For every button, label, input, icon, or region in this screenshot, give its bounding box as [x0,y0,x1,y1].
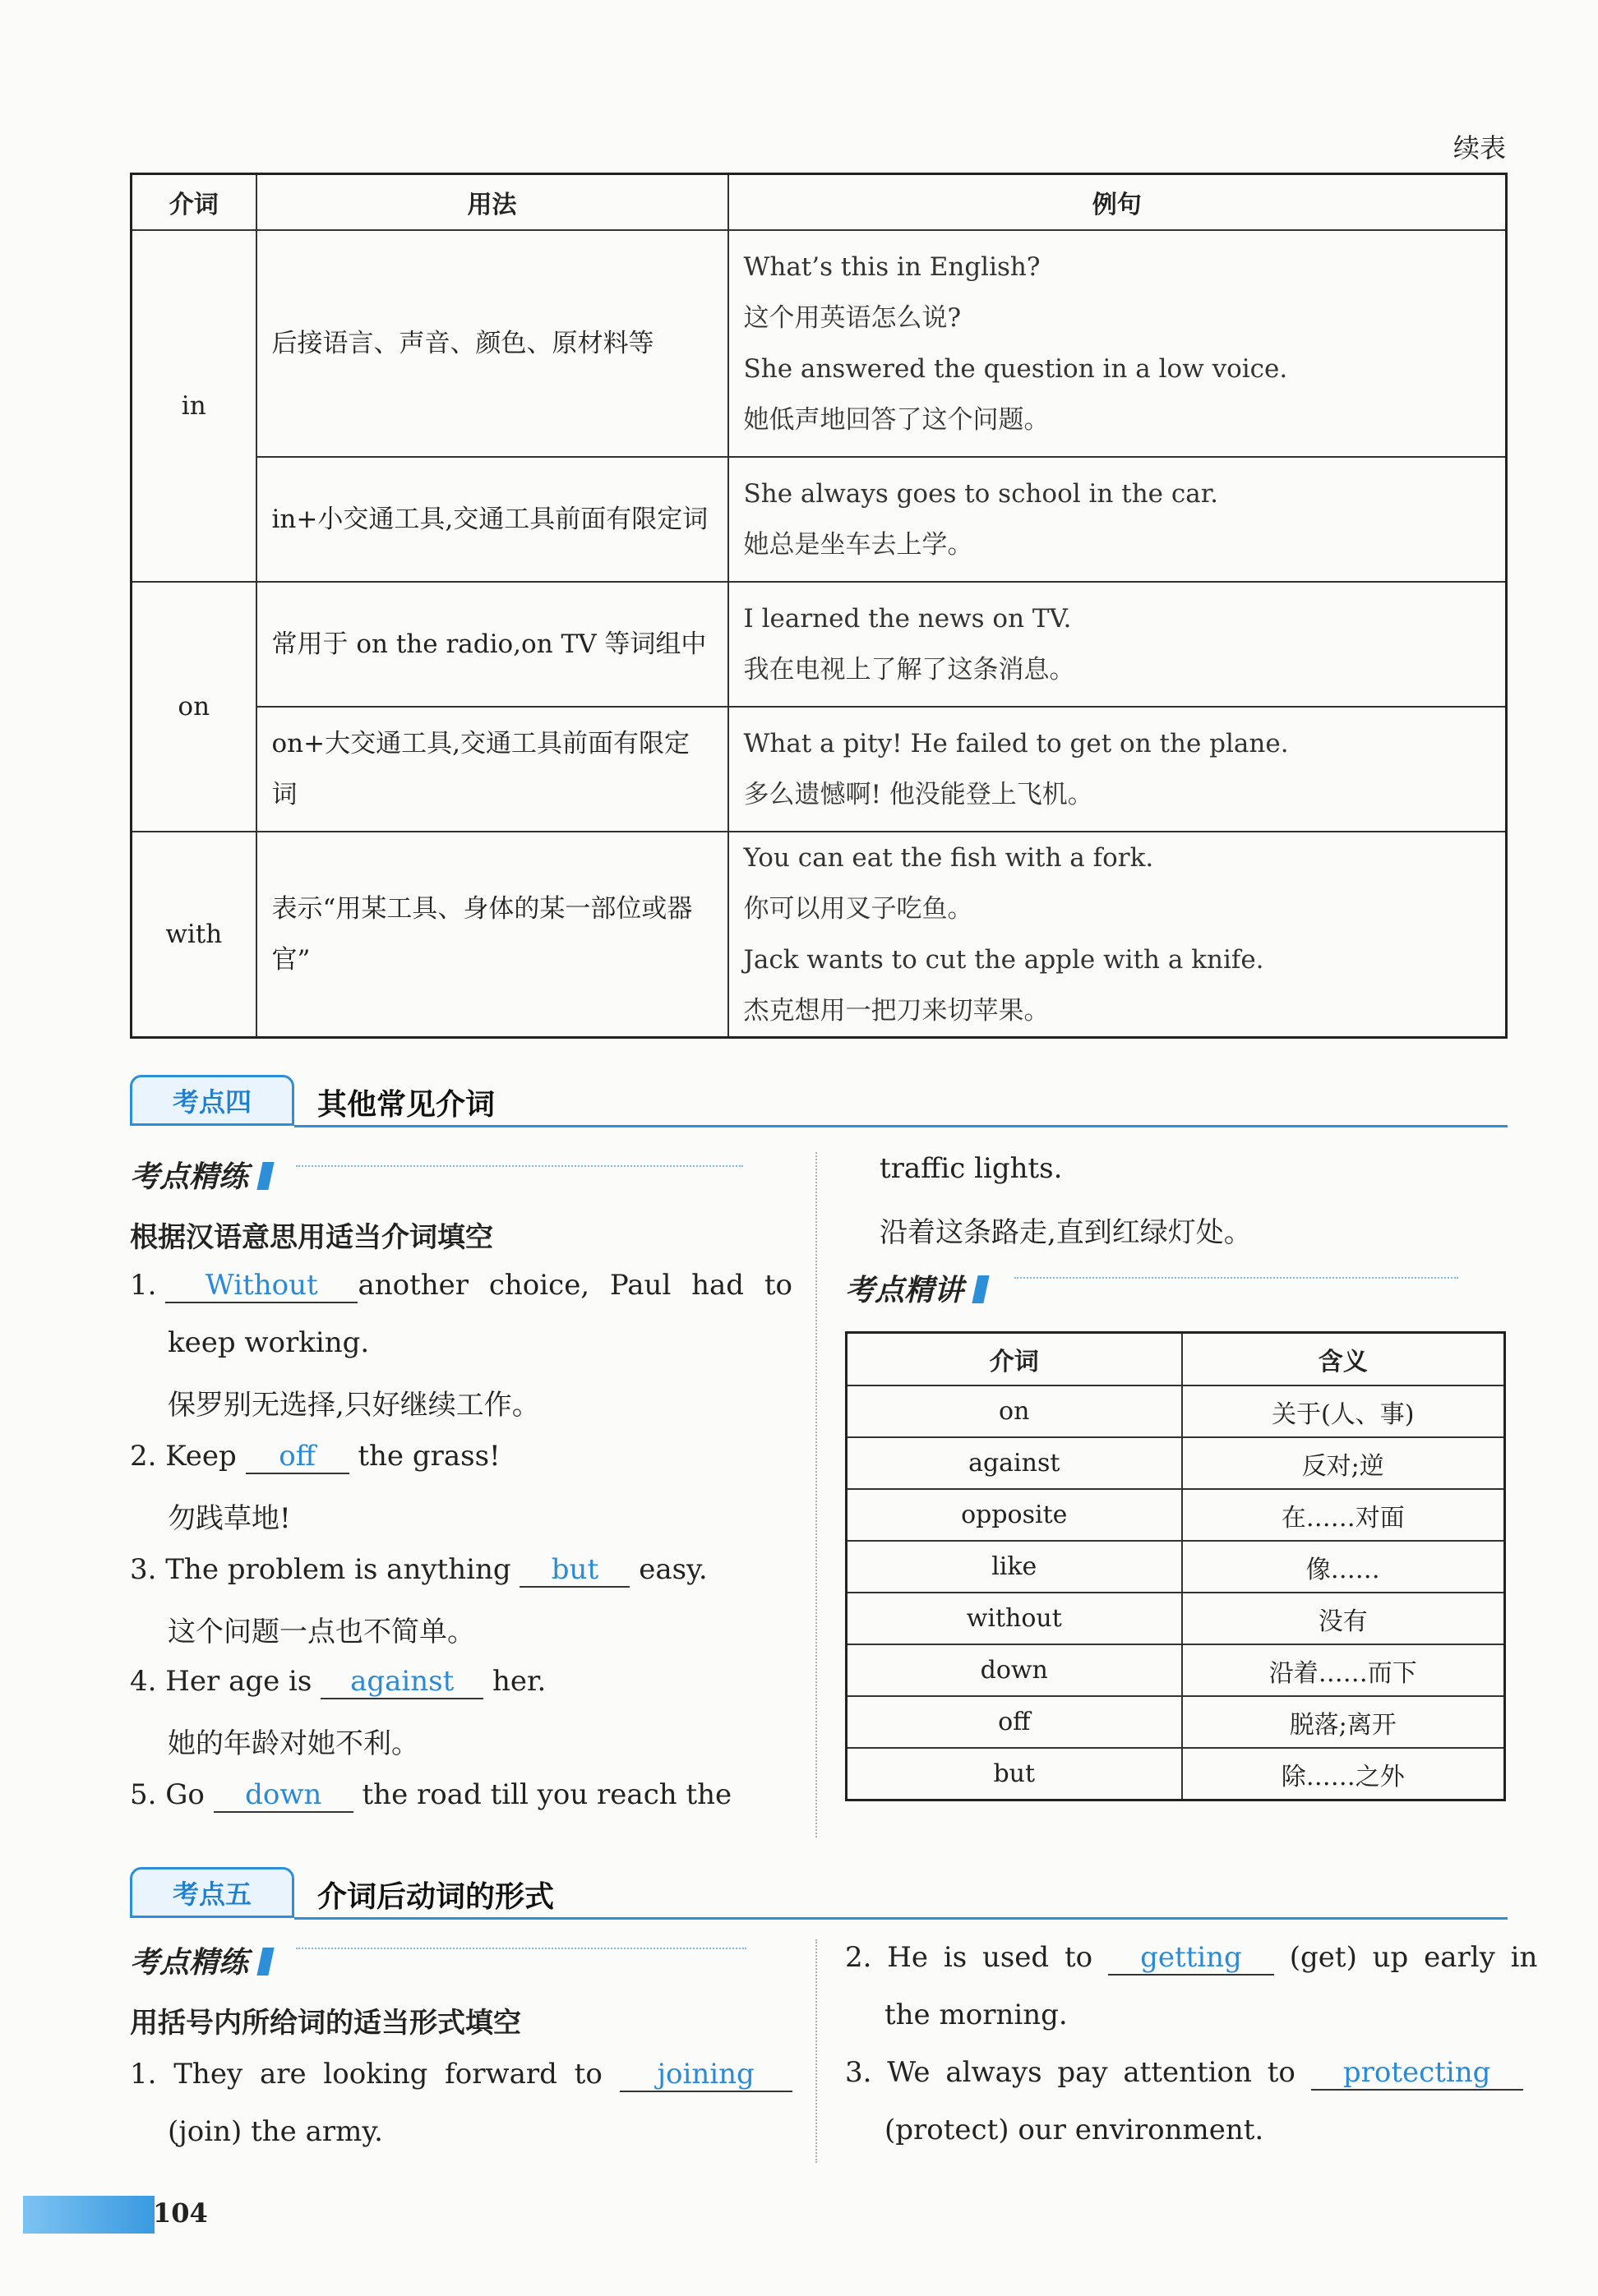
header-prep: 介词 [847,1333,1182,1386]
section-header-4 [130,1075,1508,1132]
answer-blank[interactable]: Without [165,1269,358,1303]
meaning-cell: 像…… [1182,1541,1505,1593]
practice-heading-text: 考点精练 [130,1160,249,1194]
dotted-rule [1014,1277,1458,1279]
example-line: 这个用英语怎么说? [743,303,962,333]
prep-cell: on [847,1385,1182,1437]
prep-cell: off [847,1696,1182,1748]
question-text: 3. We always pay attention to [845,2056,1295,2089]
section-tag: 考点五 [130,1867,294,1918]
section-title: 其他常见介词 [317,1088,496,1122]
heading-bar-icon [256,1948,274,1976]
heading-bar-icon [256,1162,274,1190]
example-line: She answered the question in a low voice. [743,354,1288,384]
meaning-cell: 反对;逆 [1182,1437,1505,1489]
example-line: 杰克想用一把刀来切苹果。 [743,996,1050,1026]
question-text: her. [492,1665,547,1698]
example-line: What a pity! He failed to get on the plane. [743,729,1289,758]
answer-blank[interactable]: but [520,1553,630,1588]
question-5 [130,1778,732,1813]
prep-cell: without [847,1593,1182,1644]
example-line: 她总是坐车去上学。 [743,530,973,560]
preposition-usage-table [130,173,1508,1039]
table-row [847,1489,1505,1541]
question-text: 4. Her age is [130,1665,312,1698]
column-divider [815,1939,817,2163]
meaning-cell: 沿着……而下 [1182,1644,1505,1696]
instruction: 用括号内所给词的适当形式填空 [130,2007,521,2040]
usage-cell: 表示“用某工具、身体的某一部位或器官” [256,832,728,1038]
section-rule [294,1125,1508,1127]
section-tag: 考点四 [130,1075,294,1126]
question-3 [130,1553,708,1588]
example-cell [728,832,1507,1038]
translation: 勿践草地! [168,1502,291,1535]
question-text: another choice, Paul had to [358,1269,792,1302]
question-text: the road till you reach the [362,1778,732,1811]
example-line: You can eat the fish with a fork. [743,843,1154,873]
example-line: She always goes to school in the car. [743,479,1218,509]
table-header-row [847,1333,1505,1386]
example-line: 你可以用叉子吃鱼。 [743,894,973,924]
section-rule [294,1917,1508,1920]
question-text: 5. Go [130,1778,205,1811]
example-cell [728,707,1507,832]
section-header-5 [130,1867,1508,1925]
practice-heading-text: 考点精练 [130,1946,249,1980]
example-line: I learned the news on TV. [743,604,1072,634]
header-example: 例句 [728,174,1507,231]
table-row [132,230,1507,457]
prep-cell: on [132,582,256,832]
question-text: (get) up early in [1289,1941,1538,1974]
dotted-rule [296,1948,746,1949]
meaning-cell: 除……之外 [1182,1748,1505,1800]
table-row [847,1696,1505,1748]
table-row [847,1748,1505,1800]
usage-cell: 后接语言、声音、颜色、原材料等 [256,230,728,457]
instruction: 根据汉语意思用适当介词填空 [130,1221,493,1254]
page-number: 104 [153,2197,208,2229]
question-text: traffic lights. [880,1152,1063,1185]
meaning-cell: 脱落;离开 [1182,1696,1505,1748]
question-3 [845,2056,1523,2091]
practice-heading [130,1154,271,1196]
table-row [847,1593,1505,1644]
example-line: What’s this in English? [743,252,1041,282]
answer-blank[interactable]: joining [620,2058,792,2092]
prep-cell: with [132,832,256,1038]
heading-bar-icon [972,1275,989,1303]
translation: 保罗别无选择,只好继续工作。 [168,1389,540,1422]
translation: 沿着这条路走,直到红绿灯处。 [880,1216,1252,1249]
question-4 [130,1665,546,1699]
practice-heading [130,1939,271,1981]
section-title: 介词后动词的形式 [317,1880,555,1914]
question-1 [130,1269,792,1303]
table-row [847,1644,1505,1696]
prep-cell: like [847,1541,1182,1593]
page-number-bar [23,2196,155,2234]
prep-cell: in [132,230,256,582]
meaning-cell: 在……对面 [1182,1489,1505,1541]
question-text: 2. Keep [130,1440,237,1473]
continued-label: 续表 [1453,132,1506,164]
example-line: 她低声地回答了这个问题。 [743,405,1050,435]
explain-heading [845,1267,986,1309]
translation: 这个问题一点也不简单。 [168,1616,475,1648]
answer-blank[interactable]: protecting [1311,2056,1523,2091]
table-row [132,457,1507,582]
header-usage: 用法 [256,174,728,231]
question-2 [130,1440,501,1474]
column-divider [815,1152,817,1837]
question-text: the morning. [884,1999,1068,2031]
answer-blank[interactable]: getting [1108,1941,1274,1976]
translation: 她的年龄对她不利。 [168,1727,419,1760]
meaning-cell: 关于(人、事) [1182,1385,1505,1437]
question-text: 3. The problem is anything [130,1553,511,1586]
meaning-cell: 没有 [1182,1593,1505,1644]
question-2 [845,1941,1537,1976]
usage-cell: in+小交通工具,交通工具前面有限定词 [256,457,728,582]
example-line: 多么遗憾啊! 他没能登上飞机。 [743,780,1093,809]
question-text: easy. [639,1553,708,1586]
question-text: (join) the army. [168,2115,383,2148]
preposition-meaning-table [845,1331,1506,1801]
prep-cell: opposite [847,1489,1182,1541]
table-row [132,582,1507,707]
table-row [847,1541,1505,1593]
example-cell [728,230,1507,457]
answer-blank[interactable]: down [214,1778,353,1813]
question-text: (protect) our environment. [884,2114,1264,2146]
prep-cell: down [847,1644,1182,1696]
usage-cell: on+大交通工具,交通工具前面有限定词 [256,707,728,832]
example-line: Jack wants to cut the apple with a knife. [743,945,1264,975]
table-row [132,707,1507,832]
explain-heading-text: 考点精讲 [845,1274,964,1307]
question-number: 1. [130,1269,157,1302]
question-text: 2. He is used to [845,1941,1093,1974]
table-row [132,832,1507,1038]
header-meaning: 含义 [1182,1333,1505,1386]
question-text: 1. They are looking forward to [130,2058,603,2091]
prep-cell: but [847,1748,1182,1800]
table-row [847,1385,1505,1437]
question-1 [130,2058,792,2092]
example-cell [728,582,1507,707]
question-text: keep working. [168,1326,370,1359]
table-row [847,1437,1505,1489]
answer-blank[interactable]: against [321,1665,483,1699]
example-cell [728,457,1507,582]
dotted-rule [296,1165,743,1167]
header-prep: 介词 [132,174,256,231]
table-header-row [132,174,1507,231]
answer-blank[interactable]: off [246,1440,349,1474]
prep-cell: against [847,1437,1182,1489]
usage-cell: 常用于 on the radio,on TV 等词组中 [256,582,728,707]
question-text: the grass! [358,1440,501,1473]
example-line: 我在电视上了解了这条消息。 [743,655,1075,685]
